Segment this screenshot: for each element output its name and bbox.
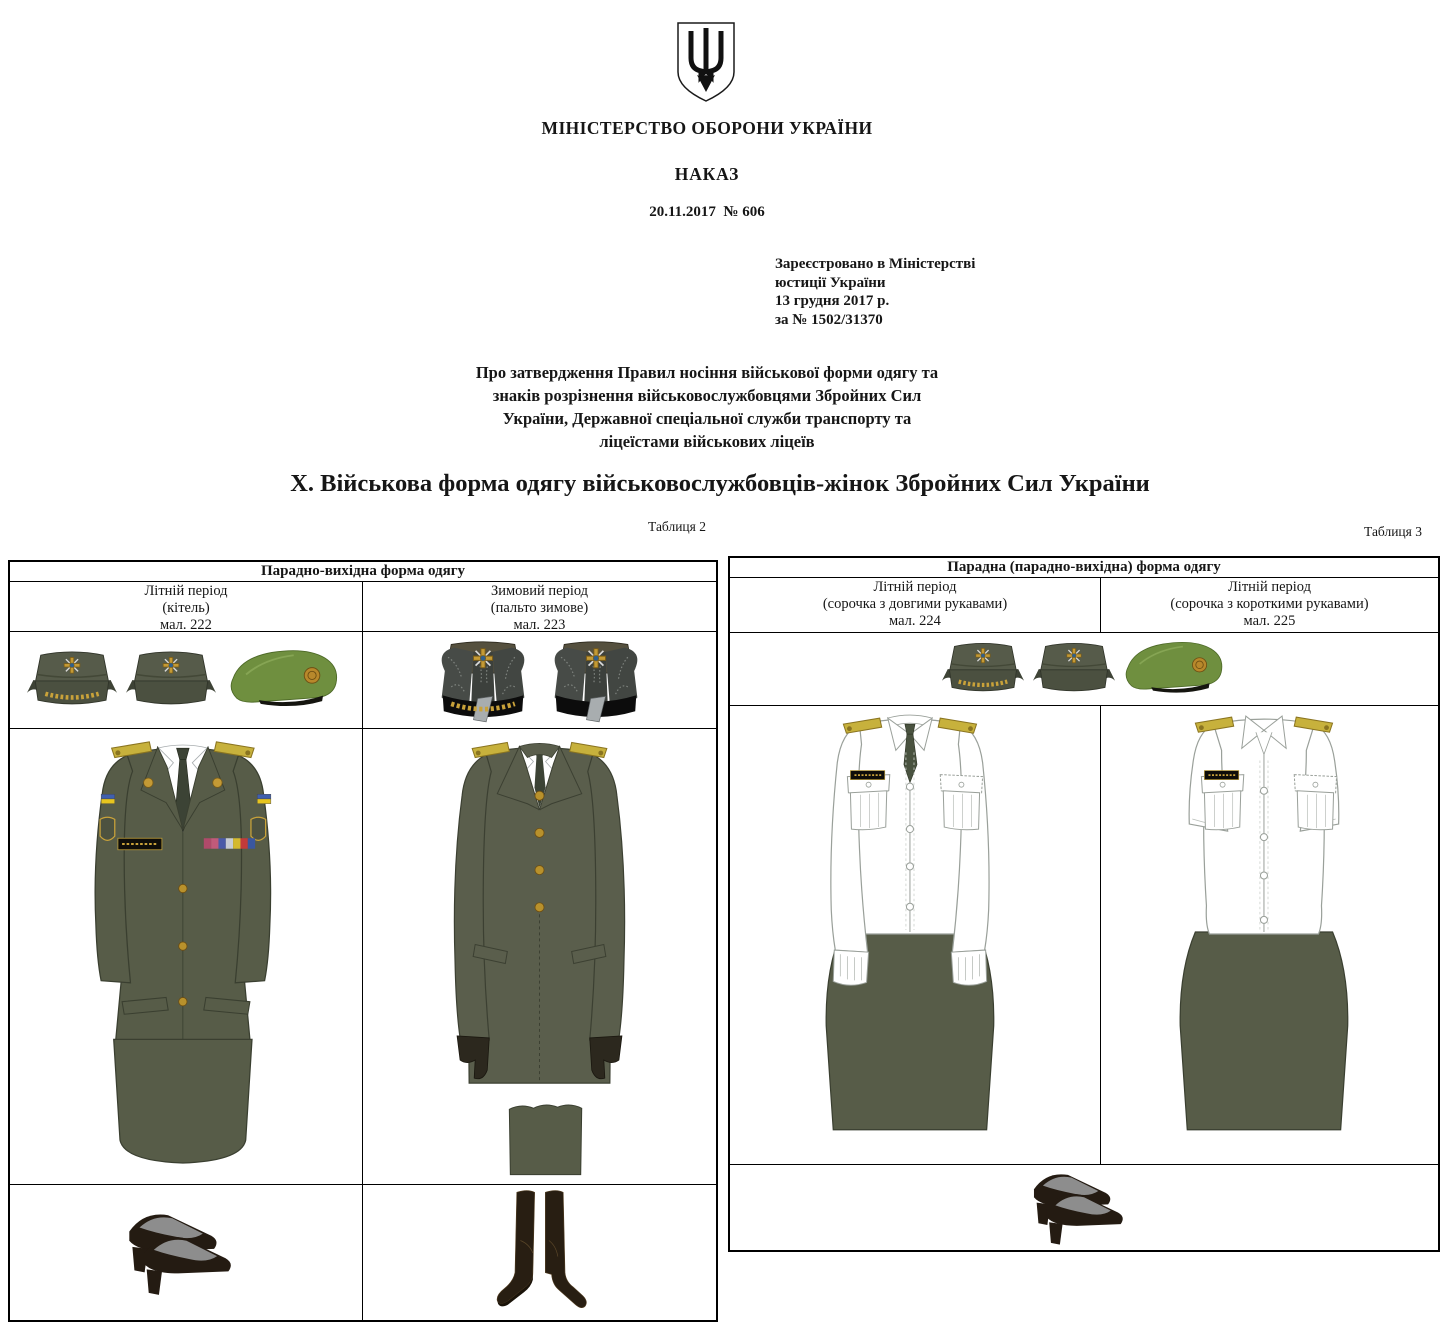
winter-fur-hat-embroidered-icon [430, 638, 536, 723]
title-line: Про затвердження Правил носіння військової форми одягу та [475, 363, 939, 382]
title-line: України, Державної спеціальної служби транспорту та [502, 409, 912, 428]
table3-title: Парадна (парадно-вихідна) форма одягу [730, 558, 1438, 578]
table2-title: Парадно-вихідна форма одягу [10, 562, 716, 582]
table2-shoes-cell [10, 1185, 363, 1320]
winter-fur-hat-plain-icon [543, 638, 649, 723]
table2-col1-header: Літній період (кітель) мал. 222 [10, 582, 363, 631]
registration-line: Зареєстровано в Міністерстві [775, 256, 976, 272]
table2-label: Таблиця 2 [648, 519, 706, 534]
table3-shoes-cell [730, 1165, 1438, 1250]
registration-line: юстиції України [775, 274, 886, 291]
registration-line: 13 грудня 2017 р. [775, 293, 890, 309]
table2-winter-hats-cell [363, 632, 716, 728]
coat-of-arms-trident-icon [674, 20, 738, 104]
green-beret-icon [224, 647, 346, 713]
table3-short-sleeve-shirt-cell [1101, 706, 1438, 1164]
table3-hats-cell [730, 633, 1438, 705]
winter-coat-with-scarf-icon [439, 731, 640, 1179]
table-parade-walking-out-uniform [8, 560, 718, 1322]
black-pumps-icon [1025, 1166, 1143, 1250]
order-label: НАКАЗ [674, 164, 740, 184]
garrison-cap-embroidered-icon [26, 646, 118, 714]
title-line: знаків розрізнення військовослужбовцями Збройних Сил [492, 386, 922, 405]
table2-jacket-cell [10, 729, 363, 1184]
title-line: ліцеїстами військових ліцеїв [599, 432, 815, 451]
table2-summer-hats-cell [10, 632, 363, 728]
registration-block [775, 255, 975, 329]
white-shirt-short-sleeves-icon [1163, 708, 1375, 1157]
table2-coat-cell [363, 729, 716, 1184]
garrison-cap-plain-icon [125, 646, 217, 714]
table2-boots-cell [363, 1185, 716, 1320]
registration-line: за № 1502/31370 [775, 311, 883, 328]
table3-col1-header: Літній період (сорочка з довгими рукавами) мал. 224 [730, 578, 1101, 632]
section-heading: X. Військова форма одягу військовослужбовців-жінок Збройних Сил України [290, 470, 1150, 497]
table2-col2-header: Зимовий період (пальто зимове) мал. 223 [490, 583, 589, 631]
table3-long-sleeve-shirt-cell [730, 706, 1101, 1164]
garrison-cap-plain-icon [1032, 638, 1116, 700]
table3-label: Таблиця 3 [1364, 524, 1422, 539]
black-boots-icon [490, 1187, 590, 1319]
order-date-number: 20.11.2017 № 606 [649, 204, 765, 220]
ministry-name: МІНІСТЕРСТВО ОБОРОНИ УКРАЇНИ [541, 118, 873, 138]
document-title [0, 361, 1414, 453]
green-beret-icon [1123, 639, 1227, 699]
white-shirt-long-sleeves-icon [809, 708, 1021, 1157]
black-pumps-icon [119, 1205, 254, 1301]
table3-col2-header: Літній період (сорочка з короткими рукавами) мал. 225 [1170, 579, 1369, 629]
table-parade-uniform [728, 556, 1440, 1252]
parade-jacket-with-skirt-icon [76, 731, 296, 1177]
garrison-cap-embroidered-icon [941, 638, 1025, 700]
